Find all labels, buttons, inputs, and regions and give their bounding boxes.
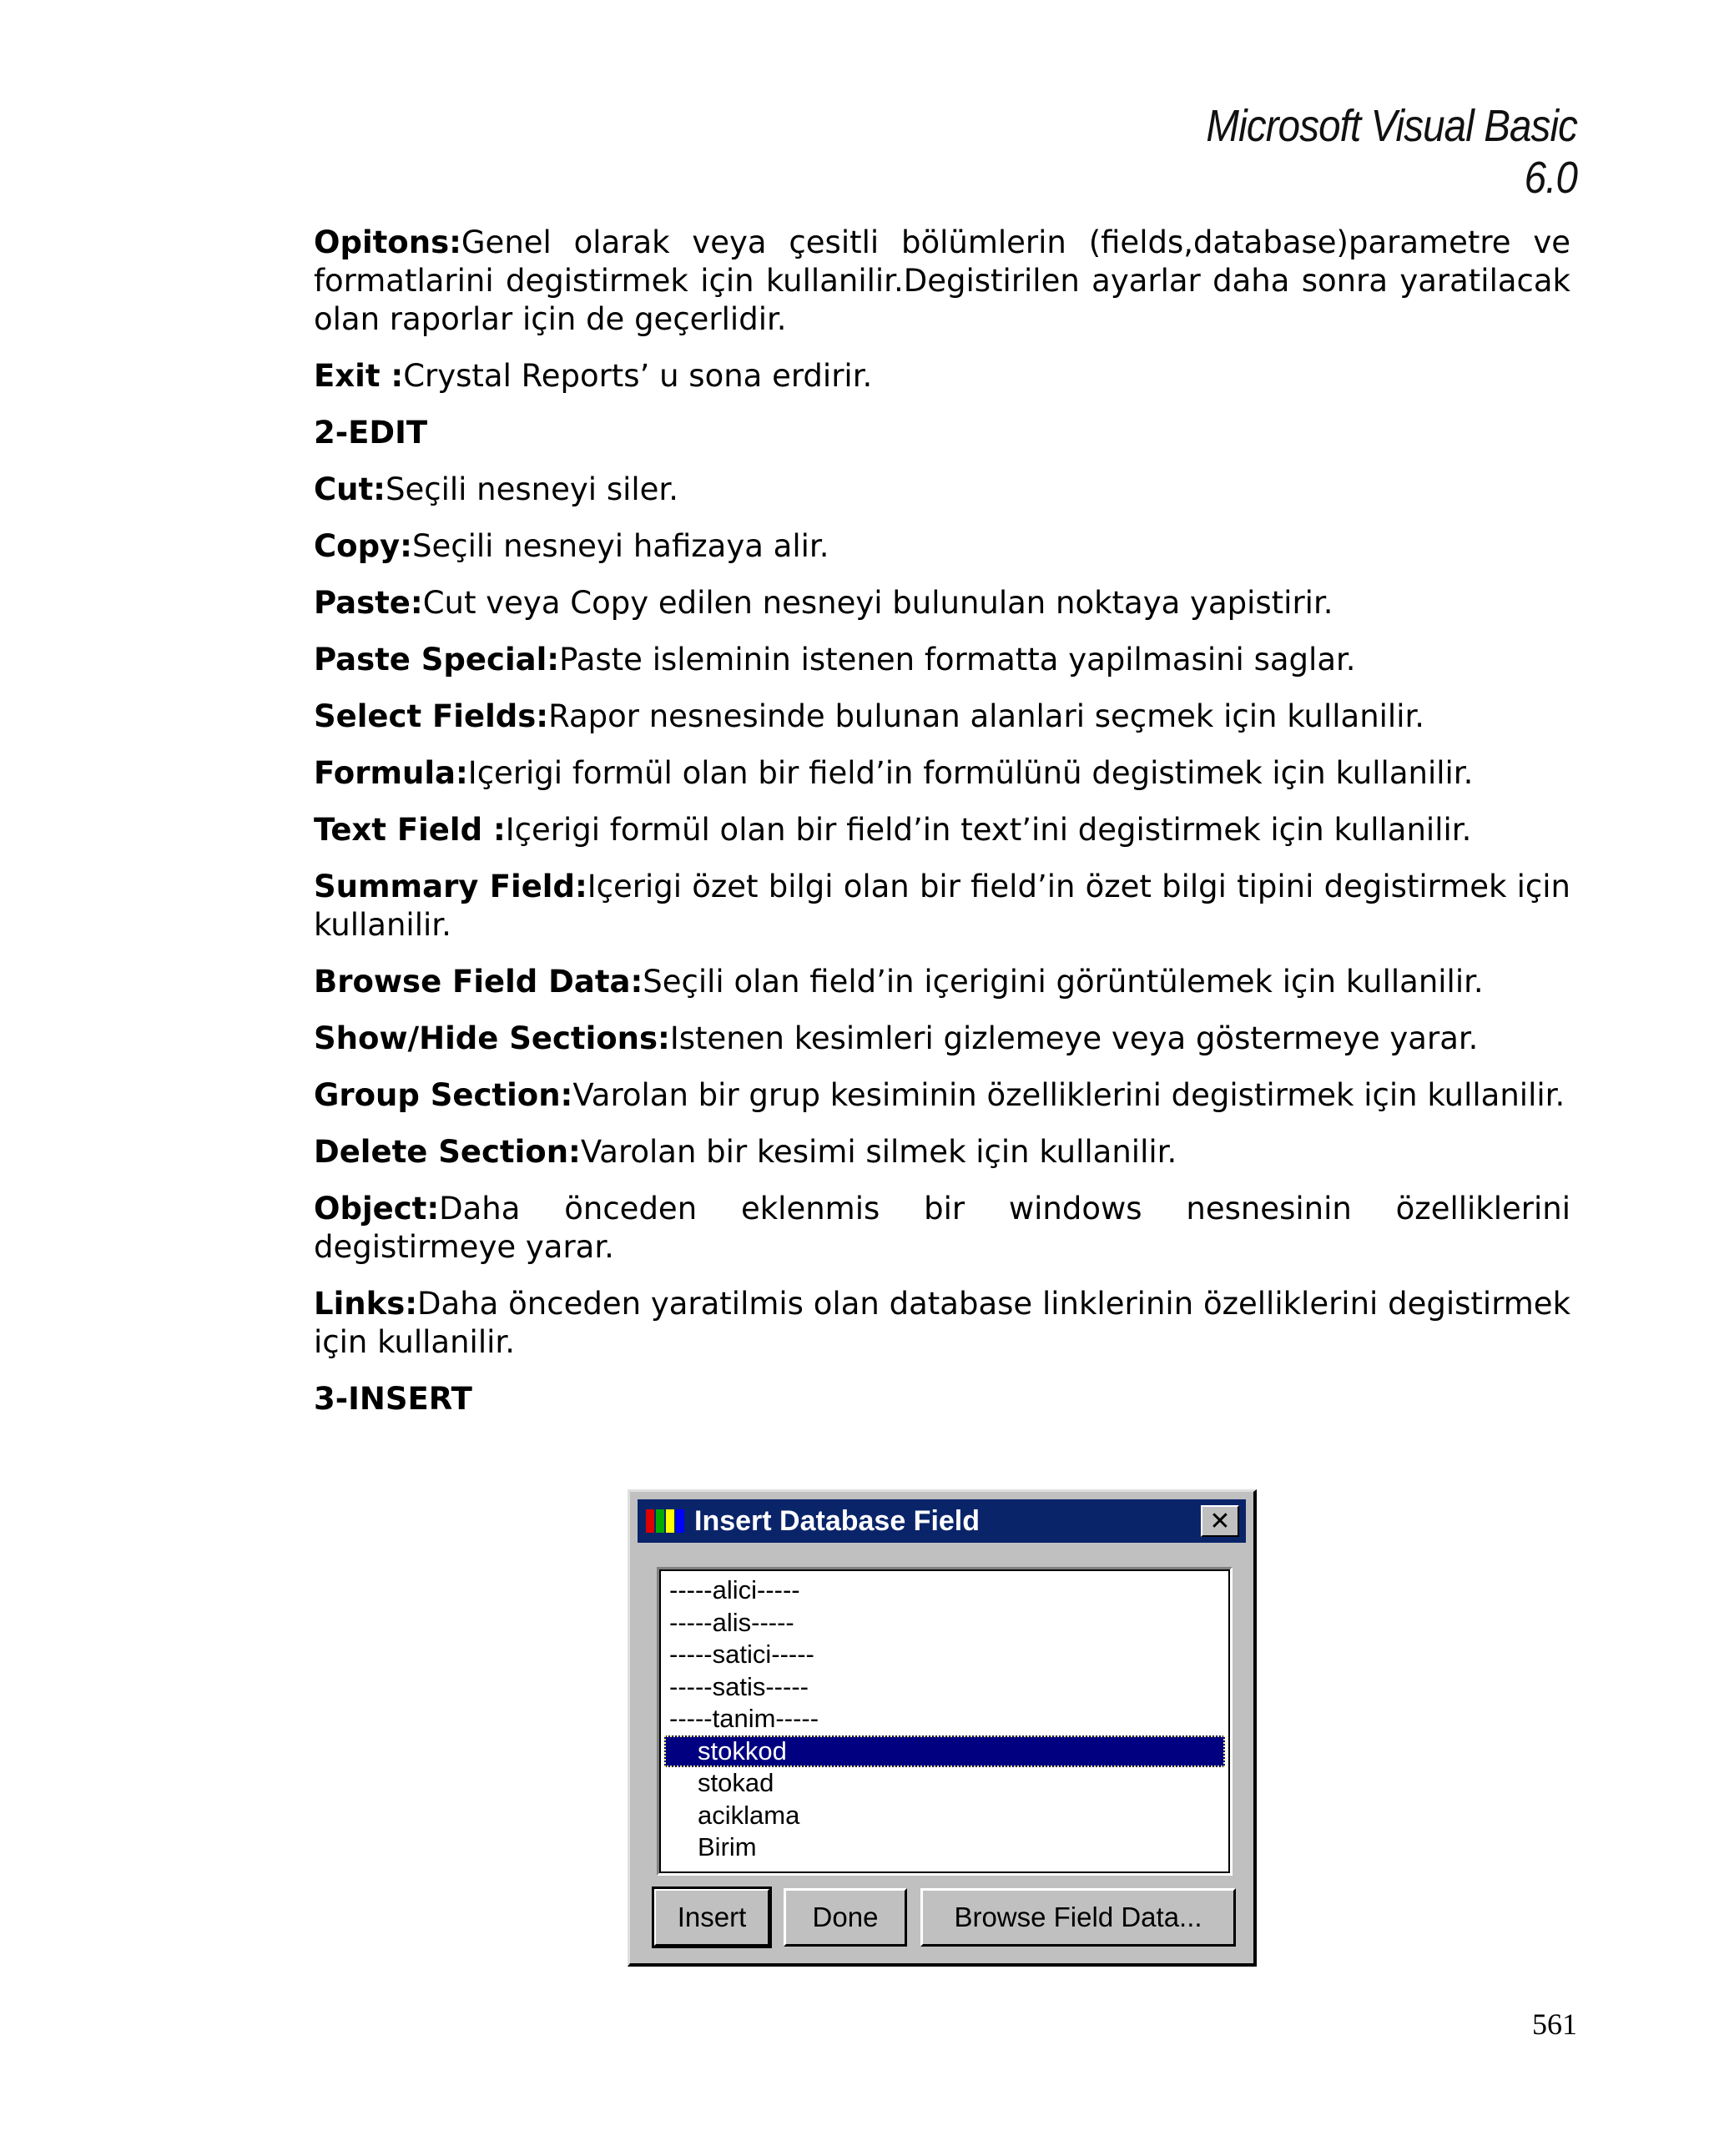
definition-paragraph: [314, 1190, 1570, 1267]
definition-term: Group Section:: [314, 1077, 573, 1113]
definition-text: Crystal Reports’ u sona erdirir.: [403, 358, 873, 394]
definition-text: Rapor nesnesinde bulunan alanlari seçmek için kullanilir.: [548, 698, 1425, 734]
definition-term: Summary Field:: [314, 869, 587, 904]
done-button[interactable]: Done: [784, 1888, 907, 1947]
page-header-title: Microsoft Visual Basic 6.0: [1206, 101, 1577, 203]
table-list-item[interactable]: -----satici-----: [669, 1640, 814, 1669]
insert-button[interactable]: Insert: [653, 1888, 770, 1947]
definition-paragraph: [314, 1285, 1570, 1362]
paragraph-group-edit: [314, 471, 1570, 1362]
definition-text: Varolan bir kesimi silmek için kullanilir.: [580, 1134, 1177, 1170]
definition-paragraph: [314, 754, 1570, 793]
definition-term: Show/Hide Sections:: [314, 1020, 670, 1056]
section-title-insert: 3-INSERT: [314, 1381, 472, 1417]
definition-paragraph: [314, 471, 1570, 509]
definition-text: Paste isleminin istenen formatta yapilmasini saglar.: [559, 642, 1356, 678]
definition-paragraph: [314, 811, 1570, 849]
definition-term: Delete Section:: [314, 1134, 581, 1170]
definition-paragraph: [314, 1020, 1570, 1058]
close-icon[interactable]: ✕: [1201, 1505, 1239, 1537]
field-list-item[interactable]: aciklama: [698, 1800, 800, 1830]
definition-term: Links:: [314, 1286, 418, 1322]
definition-paragraph: [314, 357, 1570, 395]
definition-text: Içerigi formül olan bir field’in text’ini degistirmek için kullanilir.: [505, 812, 1472, 848]
definition-term: Exit :: [314, 358, 404, 394]
table-list-item[interactable]: -----alici-----: [669, 1575, 800, 1604]
field-list-item[interactable]: Birim: [698, 1832, 757, 1861]
definition-paragraph: [314, 224, 1570, 339]
definition-term: Select Fields:: [314, 698, 549, 734]
definition-term: Paste:: [314, 585, 423, 621]
definition-term: Text Field :: [314, 812, 506, 848]
definition-text: Daha önceden yaratilmis olan database linklerinin özelliklerini degistirmek için kullanilir.: [314, 1286, 1570, 1360]
definition-paragraph: [314, 698, 1570, 736]
definition-term: Opitons:: [314, 224, 461, 260]
table-list-item[interactable]: -----alis-----: [669, 1607, 794, 1637]
field-list-item[interactable]: stokkod: [664, 1735, 1225, 1768]
table-list-item[interactable]: -----tanim-----: [669, 1704, 819, 1733]
definition-text: Seçili nesneyi hafizaya alir.: [411, 528, 829, 564]
dialog-title: Insert Database Field: [694, 1504, 981, 1537]
definition-term: Browse Field Data:: [314, 964, 643, 1000]
definition-text: Varolan bir grup kesiminin özelliklerini degistirmek için kullanilir.: [572, 1077, 1565, 1113]
definition-paragraph: [314, 527, 1570, 566]
definition-paragraph: [314, 1076, 1570, 1115]
definition-text: Genel olarak veya çesitli bölümlerin (fields,database)parametre ve formatlarini degistirmek için kullanilir.Degistirilen ayarlar daha sonra yaratilacak olan raporlar için de geçerlidir.: [314, 224, 1570, 337]
paragraph-group-top: [314, 224, 1570, 395]
definition-text: Cut veya Copy edilen nesneyi bulunulan noktaya yapistirir.: [422, 585, 1333, 621]
definition-paragraph: [314, 868, 1570, 945]
definition-text: Seçili olan field’in içerigini görüntülemek için kullanilir.: [643, 964, 1484, 1000]
definition-term: Copy:: [314, 528, 412, 564]
definition-paragraph: [314, 641, 1570, 679]
definition-term: Object:: [314, 1191, 440, 1227]
table-list-item[interactable]: -----satis-----: [669, 1671, 809, 1701]
browse-field-data-button[interactable]: Browse Field Data...: [920, 1888, 1236, 1947]
dialog-titlebar[interactable]: [638, 1499, 1246, 1543]
field-list-item[interactable]: stokad: [698, 1768, 774, 1797]
definition-paragraph: [314, 584, 1570, 622]
section-title-edit: 2-EDIT: [314, 415, 428, 451]
definition-text: Içerigi özet bilgi olan bir field’in özet bilgi tipini degistirmek için kullanilir.: [314, 869, 1570, 943]
definition-term: Formula:: [314, 755, 468, 791]
definition-text: Daha önceden eklenmis bir windows nesnesinin özelliklerini degistirmeye yarar.: [314, 1191, 1570, 1265]
definition-paragraph: [314, 1133, 1570, 1171]
field-listbox[interactable]: [657, 1567, 1233, 1876]
definition-term: Paste Special:: [314, 642, 560, 678]
definition-text: Seçili nesneyi siler.: [385, 471, 678, 507]
page-number: 561: [1532, 2007, 1577, 2041]
document-body: [314, 224, 1570, 1437]
definition-term: Cut:: [314, 471, 386, 507]
app-icon: [644, 1506, 686, 1536]
definition-text: Içerigi formül olan bir field’in formülünü degistimek için kullanilir.: [467, 755, 1474, 791]
definition-text: Istenen kesimleri gizlemeye veya göstermeye yarar.: [669, 1020, 1479, 1056]
insert-database-field-dialog: [628, 1489, 1257, 1967]
definition-paragraph: [314, 963, 1570, 1001]
